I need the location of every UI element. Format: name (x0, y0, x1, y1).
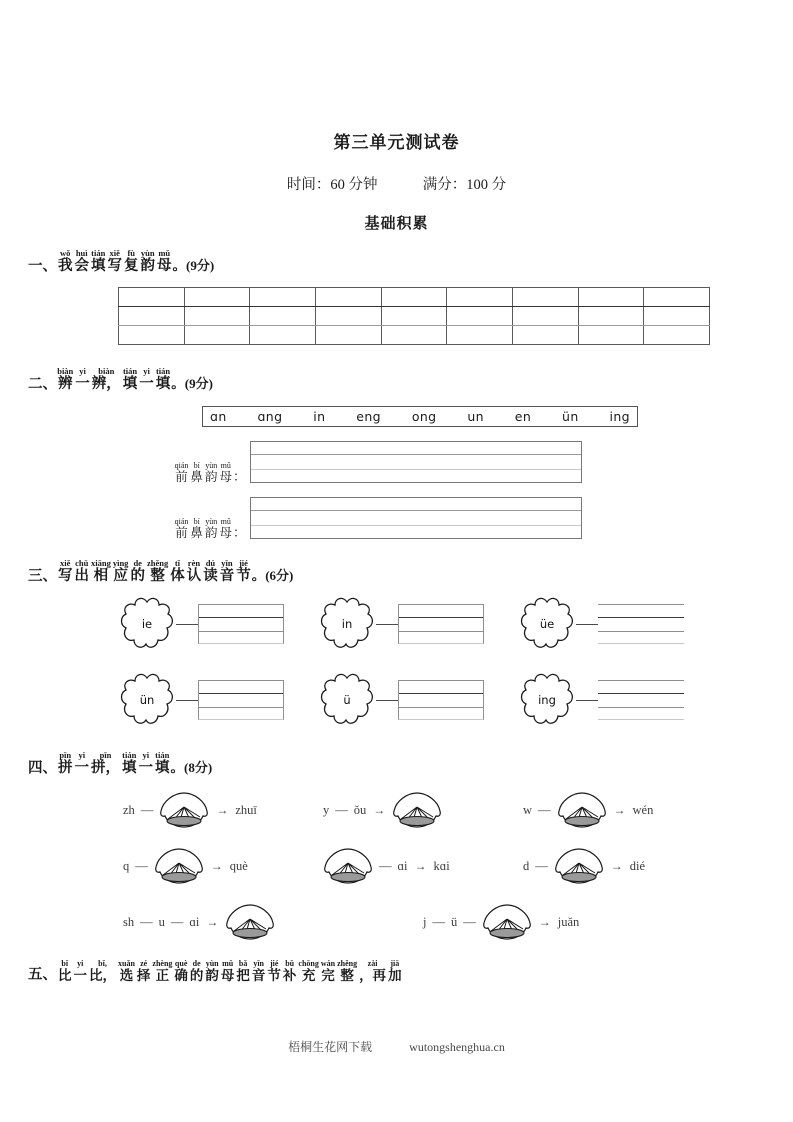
shell-item (520, 845, 720, 889)
table-row[interactable] (119, 306, 710, 325)
shell-item (320, 845, 520, 889)
q4-char-0: 拼pīn (58, 750, 73, 777)
shell-icon[interactable] (551, 845, 607, 889)
q3-char-1: 出chū (74, 558, 89, 585)
syllable-result: què (229, 859, 248, 874)
answer-lines[interactable] (598, 604, 684, 644)
q2-char-1: 一yi (75, 365, 90, 392)
question-5-heading (28, 959, 793, 983)
connector-dash (176, 700, 198, 701)
grid-cell[interactable] (644, 287, 710, 306)
flower-icon (118, 595, 176, 653)
flower-label: ü (343, 693, 351, 708)
grid-cell[interactable] (447, 325, 513, 344)
grid-cell[interactable] (184, 287, 250, 306)
q3-char-9: 音yīn (219, 558, 235, 585)
section-title: 基础积累 (364, 214, 429, 232)
q1-char-0: 我wǒ (58, 248, 73, 274)
shell-icon[interactable] (156, 789, 212, 833)
q3-char-4: 的de (130, 558, 145, 585)
grid-cell[interactable] (512, 306, 578, 325)
grid-cell[interactable] (315, 287, 381, 306)
q3-char-0: 写xiě (58, 558, 73, 585)
grid-cell[interactable] (381, 325, 447, 344)
q1-answer-grid[interactable] (118, 287, 710, 345)
flower-item (518, 671, 718, 729)
question-4-heading (28, 751, 793, 777)
q2-word-bank (202, 406, 638, 427)
flower-label: ing (538, 693, 556, 708)
word-bank-item: in (313, 409, 326, 425)
dash-separator: — (335, 803, 348, 818)
q5-char-4: 择zé (136, 958, 151, 984)
shell-item (120, 901, 420, 945)
connector-dash (576, 700, 598, 701)
answer-lines[interactable] (598, 680, 684, 720)
word-bank-item: ɑn (210, 409, 227, 425)
grid-cell[interactable] (644, 306, 710, 325)
shell-icon[interactable] (320, 845, 376, 889)
q2-score: (9分) (184, 375, 213, 391)
total-score-label: 满分：100 分 (422, 177, 507, 193)
q1-char-3: 写xiě (107, 248, 122, 274)
connector-dash (576, 624, 598, 625)
q5-char-8: 韵yùn (205, 958, 219, 984)
word-bank-item: eng (356, 409, 382, 425)
question-4-number: 四、 (28, 760, 57, 777)
q5-char-0: 比bǐ (58, 958, 72, 984)
q4-char-2: 拼，pīn (91, 750, 120, 777)
question-2-heading (28, 367, 793, 393)
grid-cell[interactable] (250, 325, 316, 344)
q5-char-15: 完wán (320, 958, 336, 984)
shell-item (520, 789, 720, 833)
flower-item (118, 671, 318, 729)
flower-icon (518, 671, 576, 729)
flower-label: ün (139, 693, 155, 708)
shell-icon[interactable] (222, 901, 278, 945)
question-2-number: 二、 (28, 376, 57, 393)
shell-icon[interactable] (554, 789, 610, 833)
connector-dash (376, 624, 398, 625)
dash-separator: — (538, 803, 551, 818)
syllable-result: juǎn (557, 915, 580, 930)
q5-char-5: 正zhèng (152, 958, 173, 984)
grid-cell[interactable] (512, 325, 578, 344)
q3-char-10: 节jié (236, 558, 251, 585)
arrow-icon: → (613, 803, 626, 818)
grid-cell[interactable] (578, 287, 644, 306)
dash-separator: — (463, 915, 476, 930)
flower-item (318, 671, 518, 729)
q1-score: (9分) (186, 258, 215, 273)
grid-cell[interactable] (447, 287, 513, 306)
q4-shell-row-2 (120, 845, 793, 889)
arrow-icon: → (210, 859, 223, 874)
syllable-result: zhuī (235, 803, 257, 818)
syllable-result: wén (632, 803, 654, 818)
grid-cell[interactable] (315, 325, 381, 344)
syllable-part: ü (450, 915, 458, 930)
flower-icon (118, 671, 176, 729)
syllable-part: j (423, 915, 427, 930)
shell-icon[interactable] (151, 845, 207, 889)
grid-cell[interactable] (250, 287, 316, 306)
dash-separator: — (135, 859, 148, 874)
flower-item (518, 595, 718, 653)
question-1-heading (28, 249, 793, 275)
grid-cell[interactable] (119, 325, 185, 344)
q4-char-4: 一yi (138, 750, 153, 777)
writing-lines-box[interactable] (250, 441, 582, 483)
syllable-part: ɑi (189, 915, 200, 930)
word-bank-item: ɑng (257, 409, 283, 425)
word-bank-item: ing (609, 409, 630, 425)
question-5-number: 五、 (28, 966, 57, 983)
q5-char-10: 把bǎ (236, 958, 250, 984)
syllable-part: ǒu (353, 803, 367, 818)
dash-separator: — (140, 803, 154, 818)
grid-cell[interactable] (315, 306, 381, 325)
dash-separator: — (535, 859, 548, 874)
syllable-part: w (523, 803, 533, 818)
q1-period: 。 (172, 258, 186, 274)
q2-category-row-1 (118, 441, 793, 483)
syllable-part: u (158, 915, 165, 930)
grid-cell[interactable] (184, 306, 250, 325)
word-bank-item: un (467, 409, 484, 425)
q3-char-5: 整zhěng (146, 558, 169, 585)
shell-item (120, 789, 320, 833)
connector-dash (376, 700, 398, 701)
q3-char-8: 读dú (203, 558, 218, 585)
q5-char-7: 的de (189, 958, 204, 984)
page-footer (0, 1038, 793, 1055)
shell-icon[interactable] (479, 901, 535, 945)
q2-char-4: 一yi (139, 365, 154, 392)
word-bank-item: en (514, 409, 532, 425)
shell-item (320, 789, 520, 833)
dash-separator: — (140, 915, 153, 930)
q5-char-9: 母mǔ (220, 958, 235, 984)
syllable-part: q (123, 859, 130, 874)
q1-char-1: 会huì (74, 248, 89, 274)
q5-char-1: 一yi (73, 958, 87, 984)
dash-separator: — (170, 915, 184, 930)
dash-separator: — (379, 859, 392, 874)
flower-icon (518, 595, 576, 653)
syllable-part: sh (123, 915, 135, 930)
table-row[interactable] (119, 325, 710, 344)
q2-period: 。 (171, 375, 185, 392)
grid-cell[interactable] (119, 306, 185, 325)
question-3-number: 三、 (28, 568, 57, 585)
arrow-icon: → (538, 915, 551, 930)
answer-lines[interactable] (398, 680, 484, 720)
question-3-heading (28, 559, 793, 585)
q4-shell-row-1 (120, 789, 793, 833)
shell-item (120, 845, 320, 889)
q1-char-4: 复fù (124, 248, 139, 274)
q4-char-1: 一yi (74, 750, 89, 777)
category-label: 前qián鼻bí韵yùn母mǔ： (174, 516, 246, 540)
q2-char-5: 填tián (155, 365, 171, 392)
q5-char-18: 加jiā (388, 958, 402, 984)
flower-item (118, 595, 318, 653)
shell-icon[interactable] (389, 789, 445, 833)
flower-label: in (341, 617, 353, 632)
q1-char-6: 母mǔ (157, 248, 172, 274)
word-bank-item: ong (411, 409, 437, 425)
answer-lines[interactable] (198, 604, 284, 644)
q2-char-0: 辨biàn (57, 365, 74, 392)
q5-char-12: 节jié (267, 958, 281, 984)
q5-char-11: 音yīn (251, 958, 266, 984)
arrow-icon: → (414, 859, 427, 874)
q1-char-2: 填tián (91, 248, 106, 274)
arrow-icon: → (373, 803, 386, 818)
writing-lines-box[interactable] (250, 497, 582, 539)
category-label: 前qián鼻bí韵yùn母mǔ： (174, 460, 246, 484)
q2-char-2: 辨，biàn (91, 365, 121, 392)
syllable-result: dié (629, 859, 646, 874)
q5-char-13: 补bǔ (282, 958, 297, 984)
q3-flower-row-2 (118, 671, 793, 729)
footer-source: 梧桐生花网下载 (288, 1040, 373, 1054)
grid-cell[interactable] (644, 325, 710, 344)
q3-period: 。 (251, 568, 266, 585)
q3-char-7: 认rèn (186, 558, 202, 585)
q5-char-16: 整zhěng (337, 958, 358, 984)
arrow-icon: → (216, 803, 229, 818)
q4-char-3: 填tián (122, 750, 137, 777)
grid-cell[interactable] (250, 306, 316, 325)
q3-flower-row-1 (118, 595, 793, 653)
flower-icon (318, 671, 376, 729)
grid-cell[interactable] (184, 325, 250, 344)
q3-score: (6分) (265, 568, 294, 584)
q3-char-6: 体tǐ (170, 558, 185, 585)
exam-meta (0, 173, 793, 194)
grid-cell[interactable] (119, 287, 185, 306)
q4-score: (8分) (184, 760, 213, 776)
dash-separator: — (432, 915, 445, 930)
shell-item (420, 901, 720, 945)
q5-char-3: 选xuǎn (118, 958, 135, 984)
syllable-part: ɑi (397, 859, 408, 874)
q5-char-17: ，再zài (359, 958, 387, 984)
arrow-icon: → (610, 859, 623, 874)
flower-icon (318, 595, 376, 653)
time-limit-label: 时间：60 分钟 (286, 177, 378, 193)
page-title: 第三单元测试卷 (333, 133, 460, 153)
connector-dash (176, 624, 198, 625)
q2-category-row-2 (118, 497, 793, 539)
grid-cell[interactable] (512, 287, 578, 306)
grid-cell[interactable] (578, 306, 644, 325)
q3-char-2: 相xiāng (91, 558, 111, 585)
footer-site: wutongshenghua.cn (409, 1040, 505, 1054)
answer-lines[interactable] (398, 604, 484, 644)
q1-char-5: 韵yùn (140, 248, 155, 274)
syllable-result: kɑi (433, 859, 450, 874)
q5-char-2: 比，bǐ, (89, 958, 116, 984)
table-row[interactable] (119, 287, 710, 306)
q4-period: 。 (170, 760, 184, 777)
flower-label: üe (539, 617, 555, 632)
question-1-number: 一、 (28, 258, 57, 275)
q2-char-3: 填tián (122, 365, 138, 392)
grid-cell[interactable] (381, 287, 447, 306)
arrow-icon: → (206, 915, 219, 930)
flower-label: ie (141, 617, 153, 632)
syllable-part: y (323, 803, 330, 818)
grid-cell[interactable] (381, 306, 447, 325)
q5-char-6: 确què (174, 958, 188, 984)
q4-char-5: 填tián (155, 750, 170, 777)
word-bank-item: ün (562, 409, 579, 425)
flower-item (318, 595, 518, 653)
grid-cell[interactable] (578, 325, 644, 344)
syllable-part: zh (123, 803, 135, 818)
q4-shell-row-3 (120, 901, 793, 945)
q5-char-14: 充chōng (298, 958, 319, 984)
syllable-part: d (523, 859, 530, 874)
answer-lines[interactable] (198, 680, 284, 720)
q1-answer-grid-wrap (118, 287, 793, 345)
q3-char-3: 应yìng (112, 558, 129, 585)
grid-cell[interactable] (447, 306, 513, 325)
